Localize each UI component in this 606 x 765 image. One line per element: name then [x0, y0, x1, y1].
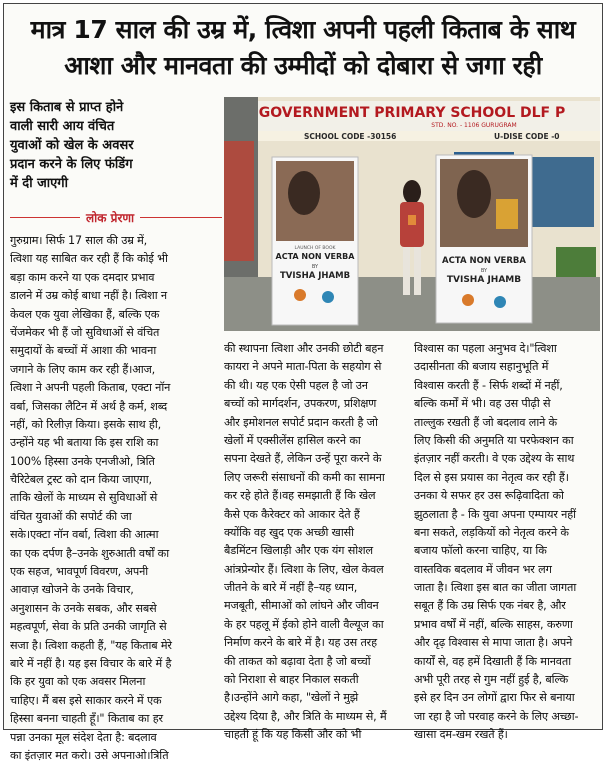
article-line: 100% हिस्सा उनके एनजीओ, त्रिति [10, 454, 155, 468]
udise-code-text: U-DISE CODE -0 [494, 132, 560, 141]
article-line: जाता है। त्विशा इस बात का जीता जागता [414, 581, 577, 595]
article-line: की ताकत को बढ़ावा देता है जो बच्चों [224, 654, 371, 668]
article-line: के हर पहलू में ईको होने वाली वैल्यूज का [224, 617, 384, 631]
article-line: उन्होंने यह भी बताया कि इस राशि का [10, 436, 159, 450]
standee-left-hair [288, 171, 320, 215]
article-line: चाहिए। मैं बस इसे साकार करने में एक [10, 693, 162, 707]
article-line: कैसे एक कैरेक्टर को आकार देते हैं [224, 507, 360, 521]
standee-left [272, 157, 358, 325]
article-line: दिल से इस प्रयास का नेतृत्व कर रही हैं। [414, 470, 569, 484]
article-line: बड़ा काम करने या एक दमदार प्रभाव [10, 270, 155, 284]
article-line: उदासीनता की बजाय सहानुभूति में [414, 360, 549, 374]
badminton-figure [462, 294, 474, 306]
newspaper-clipping [3, 3, 603, 762]
article-line: जगाने के लिए काम कर रही हैं।आज, [10, 362, 156, 376]
article-line: डालने में उम्र कोई बाधा नहीं है। त्विशा न [10, 289, 167, 303]
article-line: लिए किसी की अनुमति या परफेक्शन का [414, 433, 574, 447]
banner-left-by: BY [311, 264, 319, 270]
article-line: जीतने के बारे में नहीं है–यह ध्यान, [224, 581, 358, 595]
banner-left-title: ACTA NON VERBA [275, 252, 355, 261]
article-line: चाहती हूं कि यह किसी और को भी [224, 728, 362, 742]
article-line: बना सकते, लड़कियों को नेतृत्व करने के [414, 525, 569, 539]
byline [10, 209, 222, 227]
article-line: और इमोशनल सपोर्ट प्रदान करती है जो [224, 415, 378, 429]
article-line: इंतज़ार नहीं करती। वे एक उद्देश्य के साथ [414, 452, 575, 466]
standee-book-cover [496, 199, 518, 229]
article-line: जा रहा है जो परवाह करने के लिए अच्छा- [414, 709, 579, 723]
headline-line-2: आशा और मानवता की उम्मीदों को दोबारा से जगा रही [64, 51, 542, 80]
deck-line: प्रदान करने के लिए फंडिंग [10, 157, 133, 172]
article-line: बच्चों को मार्गदर्शन, उपकरण, प्रशिक्षण [224, 397, 377, 411]
potted-plants [556, 247, 596, 277]
article-line: उनका ये सफर हर उस रूढ़िवादिता को [414, 489, 564, 503]
article-line: गुरुग्राम। सिर्फ 17 साल की उम्र में, [10, 234, 148, 247]
school-sign-text: GOVERNMENT PRIMARY SCHOOL DLF P [258, 105, 566, 121]
article-line: क्योंकि वह खुद एक अच्छी खासी [224, 525, 354, 539]
news-photo [224, 97, 600, 331]
left-window [224, 141, 254, 261]
headline-line-1: मात्र 17 साल की उम्र में, त्विशा अपनी पहली किताब के साथ [30, 15, 576, 44]
article-line: लिए जरूरी संसाधनों की कमी का सामना [224, 470, 385, 484]
article-line: एक सहज, भावपूर्ण विवरण, अपनी [10, 565, 149, 579]
article-line: का इंतज़ार मत करो। उसे अपनाओ।त्रिति [10, 748, 169, 762]
article-line: विश्वास करती हैं - सिर्फ शब्दों में नहीं, [414, 378, 563, 392]
article-line: प्रभाव वर्षों में नहीं, बल्कि साहस, करुणा [414, 617, 573, 631]
article-line: वंचित युवाओं की सपोर्ट की जा [10, 509, 132, 523]
figure-leg-right [414, 247, 421, 295]
banner-left-author: TVISHA JHAMB [279, 271, 351, 281]
school-window [524, 157, 594, 227]
article-line: कायरा ने अपने माता-पिता के सहयोग से [224, 360, 382, 374]
standee-right [436, 155, 532, 323]
article-line: कर रहे होते हैं।वह समझाती हैं कि खेल [224, 489, 376, 503]
article-line: बैडमिंटन खिलाड़ी और एक यंग सोशल [224, 544, 373, 558]
article-line: बारे में नहीं है। यह इस विचार के बारे में है [10, 656, 172, 670]
article-line: हिस्सा बनना चाहती हूँ।" किताब का हर [10, 712, 163, 726]
article-line: अभी पूरी तरह से गुम नहीं हुई है, बल्कि [414, 673, 569, 687]
article-line: की स्थापना त्विशा और उनकी छोटी बहन [224, 342, 384, 355]
article-line: झुठलाता है - कि युवा अपना एम्पायर नहीं [414, 507, 576, 521]
school-code-text: SCHOOL CODE -30156 [304, 132, 397, 141]
byline-source: लोक प्रेरणा [80, 209, 140, 227]
article-line: बल्कि कर्मों में भी। वह उस पीढ़ी से [414, 397, 551, 411]
deck-line: वाली सारी आय वंचित [10, 119, 115, 134]
school-sign-sub: STD. NO. - 1106 GURUGRAM [431, 122, 517, 129]
article-line: चेंजमेकर भी हैं जो सुविधाओं से वंचित [10, 325, 160, 339]
article-line: अनुशासन के उनके सबक, और सबसे [10, 601, 157, 615]
figure-leg-left [403, 247, 410, 295]
article-line: विश्वास का पहला अनुभव दे।"त्विशा [414, 342, 557, 355]
banner-right-by: BY [480, 268, 488, 274]
article-line: आंत्रप्रेन्योर हैं। त्विशा के लिए, खेल केवल [224, 562, 384, 576]
article-line: आवाज़ खोजने के उनके विचार, [10, 583, 134, 597]
article-line: पन्ना उनका मूल संदेश देता है: बदलाव [10, 730, 157, 744]
article-line: चैरिटेबल ट्रस्ट को दान किया जाएगा, [10, 473, 152, 487]
badminton-figure [294, 289, 306, 301]
article-line: और दृढ़ विश्वास से मापा जाता है। अपने [414, 636, 573, 650]
article-line: है।उन्होंने आगे कहा, "खेलों ने मुझे [224, 691, 359, 705]
article-column-3 [414, 340, 599, 745]
article-line: त्विशा ने अपनी पहली किताब, एक्टा नॉन [10, 381, 171, 395]
article-line: सके।एक्टा नॉन वर्बा, त्विशा की आत्मा [10, 528, 159, 542]
photo-illustration [224, 97, 600, 331]
article-line: वास्तविक बदलाव में जीवन भर लग [414, 562, 552, 576]
banner-right-author: TVISHA JHAMB [446, 275, 522, 285]
article-line: त्विशा यह साबित कर रही हैं कि कोई भी [10, 252, 168, 266]
article-line: बजाय फॉलो करना चाहिए, या कि [414, 544, 547, 558]
deck-line: युवाओं को खेल के अवसर [10, 138, 134, 153]
article-line: सजा है। त्विशा कहती हैं, "यह किताब मेरे [10, 638, 172, 652]
banner-right-title: ACTA NON VERBA [442, 256, 526, 266]
article-line: महत्वपूर्ण, सेवा के प्रति उनकी जागृति से [10, 620, 167, 634]
headline [4, 4, 602, 92]
article-line: केवल एक युवा लेखिका हैं, बल्कि एक [10, 307, 160, 321]
article-column-2 [224, 340, 406, 745]
article-line: सपना देखते हैं, लेकिन उन्हें पूरा करने के [224, 452, 382, 466]
article-line: मजबूती, सीमाओं को लांघने और जीवन [224, 599, 379, 613]
article-line: कार्यों से, वह हमें दिखाती हैं कि मानवता [414, 654, 571, 668]
sport-figure [322, 291, 334, 303]
article-column-1 [10, 232, 222, 765]
article-line: समुदायों के बच्चों में आशा की भावना [10, 344, 157, 358]
article-line: निर्माण करने के बारे में है। यह उस तरह [224, 636, 377, 650]
article-line: वर्बा, जिसका लैटिन में अर्थ है कर्म, शब्द [10, 399, 168, 413]
article-line: नहीं, को रिलीज़ किया। इसके साथ ही, [10, 417, 162, 431]
banner-left-kicker: LAUNCH OF BOOK [294, 246, 336, 251]
figure-hair [403, 180, 421, 204]
article-line: खासा दम-खम रखते हैं। [414, 728, 508, 742]
standee-right-hair [457, 170, 491, 218]
article-line: कि हर युवा को एक अवसर मिलना [10, 675, 146, 689]
article-line: ताकि खेलों के माध्यम से सुविधाओं से [10, 491, 158, 505]
book-in-hand [408, 215, 416, 225]
deck-subheadline [10, 98, 222, 193]
article-line: इसे हर दिन उन लोगों द्वारा फिर से बनाया [414, 691, 575, 705]
sport-figure [494, 296, 506, 308]
deck-line: में दी जाएगी [10, 176, 68, 191]
article-line: उद्देश्य दिया है, और त्रिति के माध्यम से, मैं [224, 709, 387, 723]
article-line: ताल्लुक रखती हैं जो बदलाव लाने के [414, 415, 557, 429]
article-line: की थी। यह एक ऐसी पहल है जो उन [224, 378, 368, 392]
article-line: को निराशा से बाहर निकाल सकती [224, 673, 359, 687]
article-line: खेलों में एक्सीलेंस हासिल करने का [224, 433, 361, 447]
article-line: सबूत हैं कि उम्र सिर्फ एक नंबर है, और [414, 599, 566, 613]
article-line: का एक दर्पण है–उनके शुरुआती वर्षों का [10, 546, 169, 560]
deck-line: इस किताब से प्राप्त होने [10, 100, 124, 115]
